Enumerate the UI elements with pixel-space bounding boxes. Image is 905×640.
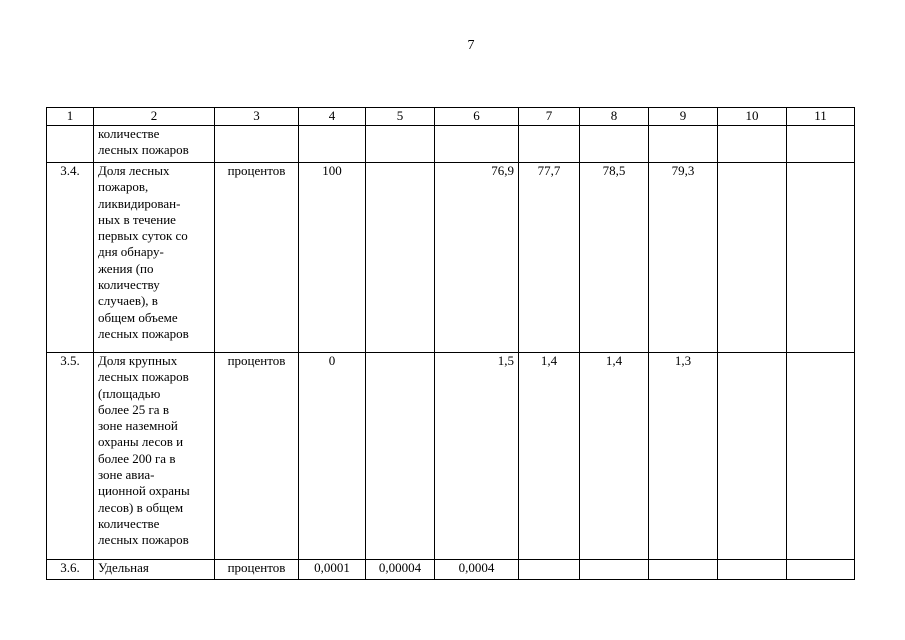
header-cell: 2 [94,108,215,126]
indicator-name-line: лесных пожаров [98,142,189,158]
indicator-name-line: лесных пожаров [98,325,189,341]
value-cell-4 [299,126,366,163]
header-cell: 3 [215,108,299,126]
table-row [47,353,855,560]
table-row [47,126,855,163]
value-cell-10 [718,126,787,163]
header-cell: 5 [366,108,435,126]
indicator-name-line: Доля крупных [98,353,178,368]
indicator-name-line: общем объеме [98,309,178,325]
indicator-name-line: дня обнару- [98,244,164,260]
indicator-name-line: количестве [98,126,160,141]
unit-cell: процентов [215,353,299,560]
value-cell-4: 0,0001 [299,560,366,580]
indicator-name-line: жения (по [98,260,154,276]
value-cell-6: 1,5 [435,353,519,560]
unit-cell: процентов [215,163,299,353]
indicator-name-line: случаев), в [98,293,158,309]
value-cell-8: 78,5 [580,163,649,353]
value-cell-10 [718,163,787,353]
indicator-name-line: охраны лесов и [98,434,184,450]
value-cell-5: 0,00004 [366,560,435,580]
value-cell-6: 0,0004 [435,560,519,580]
value-cell-10 [718,353,787,560]
header-cell: 6 [435,108,519,126]
header-cell: 10 [718,108,787,126]
page-number: 7 [467,38,475,53]
indicator-name-line: ных в течение [98,211,176,227]
row-number: 3.6. [47,560,94,580]
indicator-name-line: более 200 га в [98,450,176,466]
indicator-name-line: лесных пожаров [98,532,189,548]
value-cell-10 [718,560,787,580]
value-cell-11 [787,163,855,353]
table-header-row [47,108,855,126]
header-cell: 1 [47,108,94,126]
indicator-name-line: зоне наземной [98,418,178,434]
indicator-name-line: лесов) в общем [98,499,184,515]
header-cell: 7 [519,108,580,126]
value-cell-5 [366,126,435,163]
table-row [47,560,855,580]
value-cell-5 [366,353,435,560]
indicator-name-line: Удельная [98,560,149,575]
value-cell-9: 1,3 [649,353,718,560]
header-cell: 9 [649,108,718,126]
value-cell-9 [649,560,718,580]
value-cell-5 [366,163,435,353]
indicators-table [46,107,855,580]
indicator-name-line: количестве [98,515,160,531]
indicator-name-line: лесных пожаров [98,369,189,385]
value-cell-9: 79,3 [649,163,718,353]
header-cell: 8 [580,108,649,126]
table-row [47,163,855,353]
indicator-name-line: количеству [98,277,160,293]
header-cell: 4 [299,108,366,126]
indicator-name-line: более 25 га в [98,401,169,417]
indicator-name-line: (площадью [98,385,161,401]
indicator-name-line: ционной охраны [98,483,190,499]
indicator-name-line: пожаров, [98,179,149,195]
value-cell-4: 0 [299,353,366,560]
value-cell-8 [580,560,649,580]
value-cell-7: 77,7 [519,163,580,353]
value-cell-11 [787,353,855,560]
indicator-name [94,353,215,560]
value-cell-6 [435,126,519,163]
row-number: 3.4. [47,163,94,353]
indicator-name [94,560,215,580]
unit-cell: процентов [215,560,299,580]
indicator-name [94,126,215,163]
indicator-name-line: зоне авиа- [98,467,155,483]
indicator-name-line: первых суток со [98,228,188,244]
indicator-name-line: ликвидирован- [98,195,181,211]
row-number: 3.5. [47,353,94,560]
value-cell-9 [649,126,718,163]
unit-cell [215,126,299,163]
value-cell-11 [787,126,855,163]
value-cell-7: 1,4 [519,353,580,560]
value-cell-7 [519,560,580,580]
value-cell-11 [787,560,855,580]
indicator-name-line: Доля лесных [98,163,170,178]
value-cell-8: 1,4 [580,353,649,560]
row-number [47,126,94,163]
indicator-name [94,163,215,353]
value-cell-6: 76,9 [435,163,519,353]
value-cell-7 [519,126,580,163]
header-cell: 11 [787,108,855,126]
value-cell-8 [580,126,649,163]
value-cell-4: 100 [299,163,366,353]
